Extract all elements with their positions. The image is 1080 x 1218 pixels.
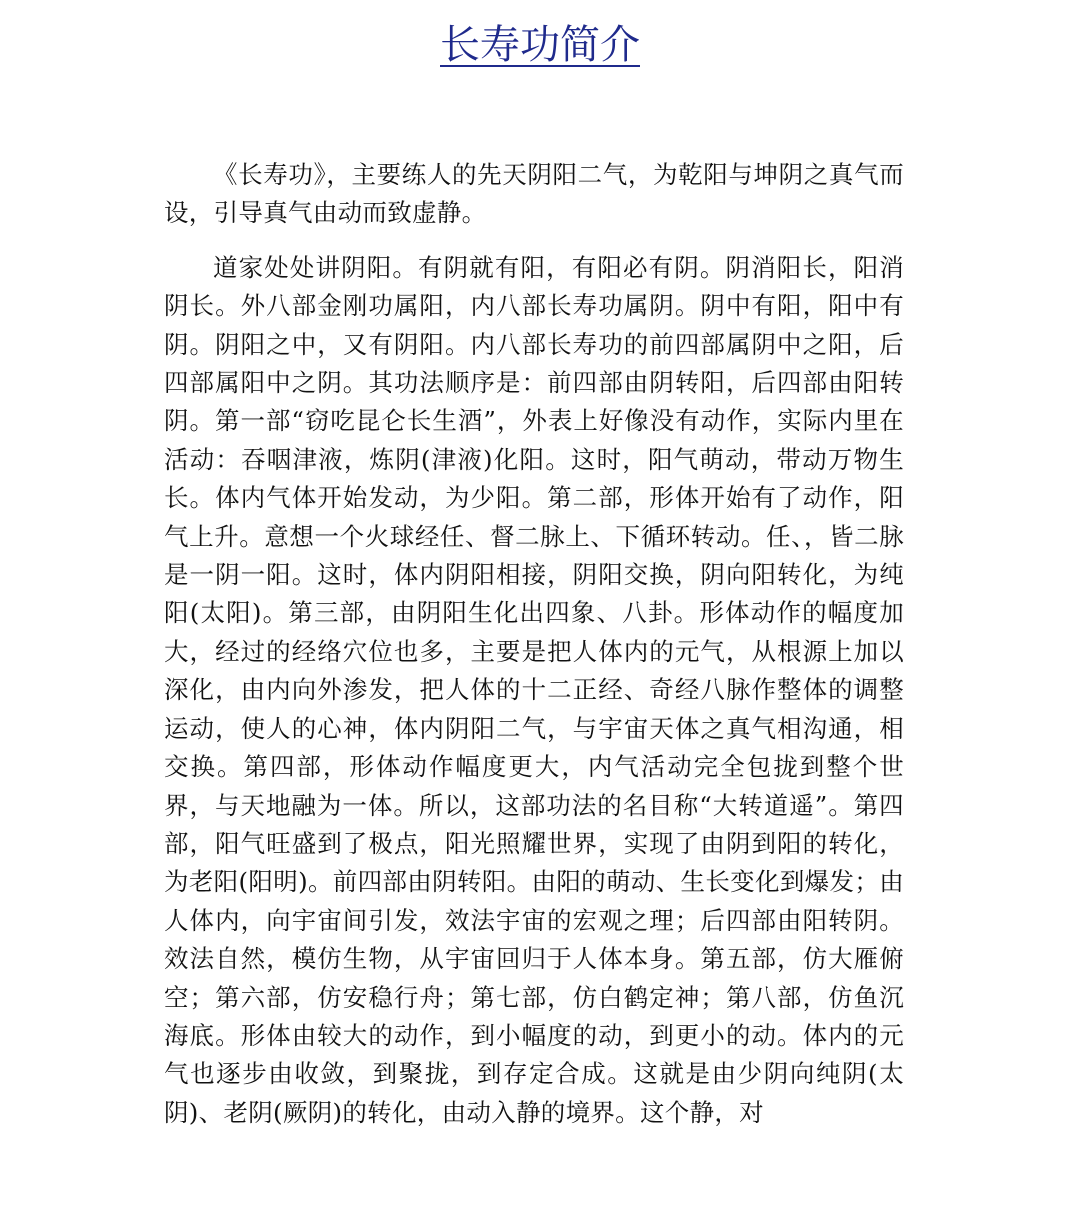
- paragraph-yin-yang: 道家处处讲阴阳。有阴就有阳，有阳必有阴。阴消阳长，阳消阴长。外八部金刚功属阳，内八部长寿功属阴。阴中有阳，阳中有阴。阴阳之中，又有阴阳。内八部长寿功的前四部属阴中之阳，后四部属阳中之阴。其功法顺序是：前四部由阴转阳，后四部由阳转阴。第一部“窃吃昆仑长生酒”，外表上好像没有动作，实际内里在活动：吞咽津液，炼阴(津液)化阳。这时，阳气萌动，带动万物生长。体内气体开始发动，为少阳。第二部，形体开始有了动作，阳气上升。意想一个火球经任、督二脉上、下循环转动。任、，皆二脉是一阴一阳。这时，体内阴阳相接，阴阳交换，阴向阳转化，为纯阳(太阳)。第三部，由阴阳生化出四象、八卦。形体动作的幅度加大，经过的经络穴位也多，主要是把人体内的元气，从根源上加以深化，由内向外渗发，把人体的十二正经、奇经八脉作整体的调整运动，使人的心神，体内阴阳二气，与宇宙天体之真气相沟通，相交换。第四部，形体动作幅度更大，内气活动完全包拢到整个世界，与天地融为一体。所以，这部功法的名目称“大转道遥”。第四部，阳气旺盛到了极点，阳光照耀世界，实现了由阴到阳的转化，为老阳(阳明)。前四部由阴转阳。由阳的萌动、生长变化到爆发；由人体内，向宇宙间引发，效法宇宙的宏观之理；后四部由阳转阴。效法自然，模仿生物，从宇宙回归于人体本身。第五部，仿大雁俯空；第六部，仿安稳行舟；第七部，仿白鹤定神；第八部，仿鱼沉海底。形体由较大的动作，到小幅度的动，到更小的动。体内的元气也逐步由收敛，到聚拢，到存定合成。这就是由少阴向纯阴(太阴)、老阴(厥阴)的转化，由动入静的境界。这个静，对: [164, 252, 904, 1127]
- page-title-text: 长寿功简介: [440, 22, 640, 68]
- page-title: [0, 14, 1080, 76]
- document-body: [164, 156, 904, 1132]
- paragraph-intro: 《长寿功》，主要练人的先天阴阳二气，为乾阳与坤阴之真气而设，引导真气由动而致虚静。: [164, 160, 904, 228]
